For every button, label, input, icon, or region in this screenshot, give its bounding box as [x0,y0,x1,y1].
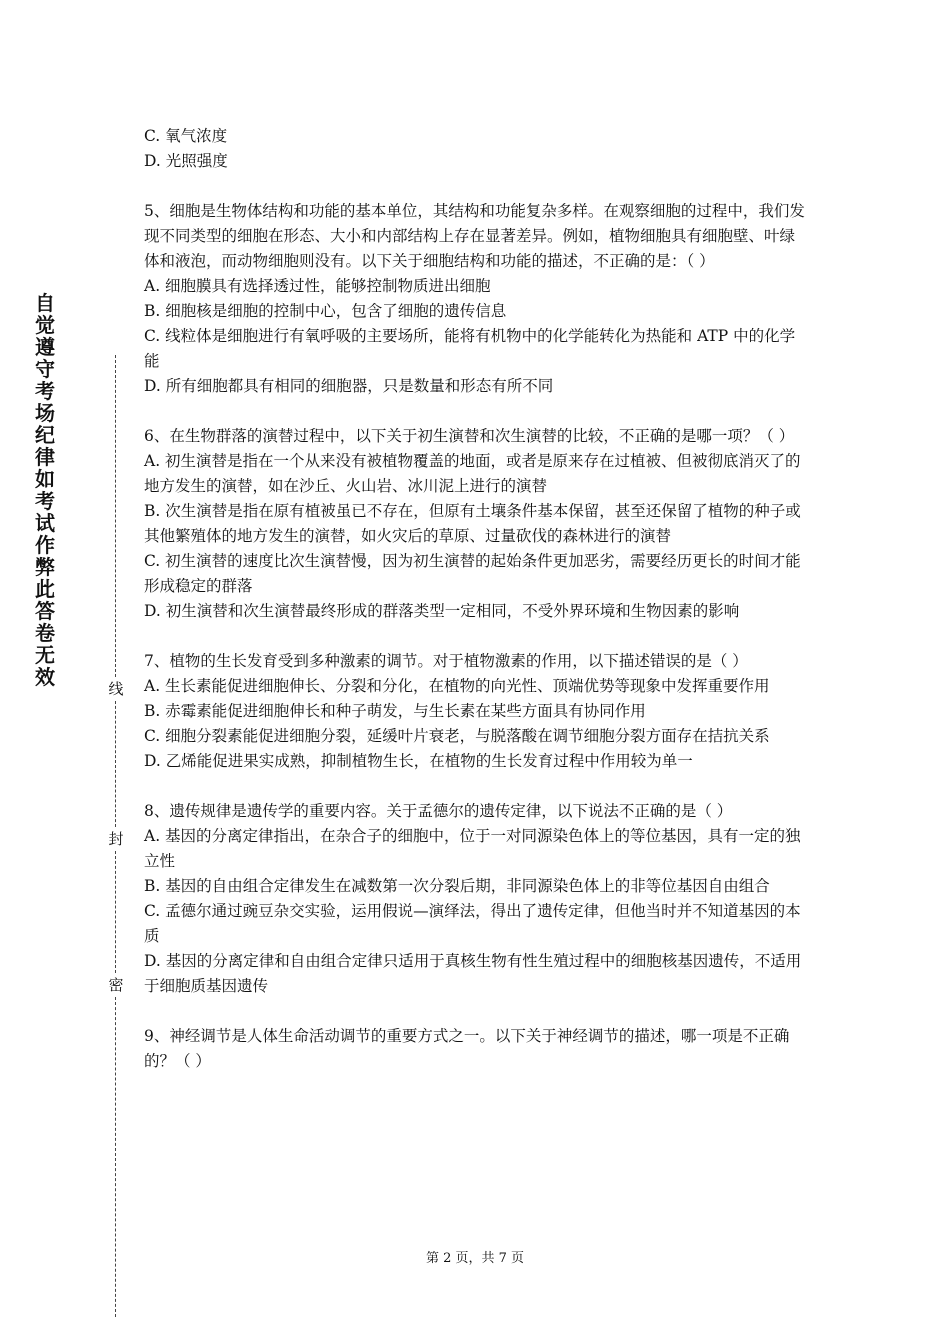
option-d: D. 乙烯能促进果实成熟，抑制植物生长，在植物的生长发育过程中作用较为单一 [144,752,693,770]
option-c: C. 细胞分裂素能促进细胞分裂，延缓叶片衰老，与脱落酸在调节细胞分裂方面存在拮抗关系 [144,727,770,745]
binding-line [106,355,126,1317]
question-stem: 8、遗传规律是遗传学的重要内容。关于孟德尔的遗传定律，以下说法不正确的是（ ） [144,802,733,820]
question-stem: 7、植物的生长发育受到多种激素的调节。对于植物激素的作用，以下描述错误的是（ ） [144,652,748,670]
binding-dash [115,701,116,827]
option-c: C. 孟德尔通过豌豆杂交实验，运用假说—演绎法，得出了遗传定律，但他当时并不知道基因的本质 [144,902,801,945]
question-stem: 6、在生物群落的演替过程中，以下关于初生演替和次生演替的比较，不正确的是哪一项？（ ） [144,427,795,445]
question-7 [144,649,808,774]
binding-mark-secret: 密 [106,977,126,993]
option-c: C. 初生演替的速度比次生演替慢，因为初生演替的起始条件更加恶劣，需要经历更长的时间才能形成稳定的群落 [144,552,801,595]
page-footer: 第 2 页，共 7 页 [425,1251,525,1266]
option-b: B. 次生演替是指在原有植被虽已不存在，但原有土壤条件基本保留，甚至还保留了植物的种子或其他繁殖体的地方发生的演替，如火灾后的草原、过量砍伐的森林进行的演替 [144,502,801,545]
option-b: B. 基因的自由组合定律发生在减数第一次分裂后期，非同源染色体上的非等位基因自由组合 [144,877,770,895]
exam-discipline-slogan: 自觉遵守考场纪律如考试作弊此答卷无效 [35,291,55,689]
binding-mark-line: 线 [106,681,126,697]
option-a: A. 生长素能促进细胞伸长、分裂和分化，在植物的向光性、顶端优势等现象中发挥重要作用 [144,677,770,695]
question-9 [144,1024,808,1074]
option-c: C. 氧气浓度 [144,127,228,145]
binding-dash [115,851,116,973]
option-b: B. 细胞核是细胞的控制中心，包含了细胞的遗传信息 [144,302,507,320]
previous-question-options [144,124,808,174]
binding-dash [115,997,116,1317]
question-5 [144,199,808,399]
question-stem: 5、细胞是生物体结构和功能的基本单位，其结构和功能复杂多样。在观察细胞的过程中，我们发现不同类型的细胞在形态、大小和内部结构上存在显著差异。例如，植物细胞具有细胞壁、叶绿体和液泡，而动物细胞则没有。以下关于细胞结构和功能的描述，不正确的是：（ ） [144,202,805,270]
option-d: D. 基因的分离定律和自由组合定律只适用于真核生物有性生殖过程中的细胞核基因遗传，不适用于细胞质基因遗传 [144,952,802,995]
option-a: A. 初生演替是指在一个从来没有被植物覆盖的地面，或者是原来存在过植被、但被彻底消灭了的地方发生的演替，如在沙丘、火山岩、冰川泥上进行的演替 [144,452,801,495]
option-b: B. 赤霉素能促进细胞伸长和种子萌发，与生长素在某些方面具有协同作用 [144,702,646,720]
binding-dash [115,355,116,677]
binding-mark-seal: 封 [106,831,126,847]
option-c: C. 线粒体是细胞进行有氧呼吸的主要场所，能将有机物中的化学能转化为热能和 ATP 中的化学能 [144,327,796,370]
option-a: A. 细胞膜具有选择透过性，能够控制物质进出细胞 [144,277,491,295]
option-a: A. 基因的分离定律指出，在杂合子的细胞中，位于一对同源染色体上的等位基因，具有一定的独立性 [144,827,801,870]
option-d: D. 光照强度 [144,152,228,170]
question-stem: 9、神经调节是人体生命活动调节的重要方式之一。以下关于神经调节的描述，哪一项是不正确的？（ ） [144,1027,790,1070]
question-8 [144,799,808,999]
question-6 [144,424,808,624]
option-d: D. 初生演替和次生演替最终形成的群落类型一定相同，不受外界环境和生物因素的影响 [144,602,740,620]
question-content [144,124,808,1099]
option-d: D. 所有细胞都具有相同的细胞器，只是数量和形态有所不同 [144,377,554,395]
